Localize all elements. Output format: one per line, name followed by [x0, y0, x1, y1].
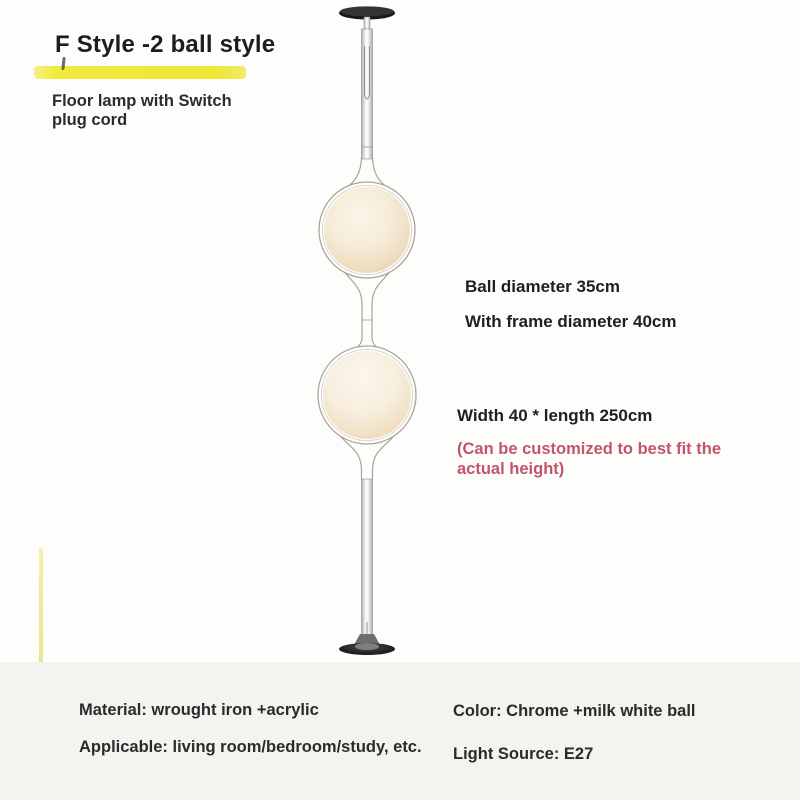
floor-base-disc: [339, 634, 395, 655]
spec-custom-note: (Can be customized to best fit the actual height): [457, 440, 722, 479]
spec-dimensions: Width 40 * length 250cm: [457, 406, 653, 425]
middle-connector: [340, 272, 395, 357]
page-title: F Style -2 ball style: [55, 31, 276, 58]
lower-ball-lamp: [318, 346, 416, 444]
upper-pole: [362, 29, 373, 159]
detail-applicable: Applicable: living room/bedroom/study, etc.: [79, 738, 422, 756]
lower-pole: [362, 479, 373, 645]
lamp-illustration: [297, 0, 443, 662]
upper-ball-lamp: [319, 182, 415, 278]
product-subtitle: Floor lamp with Switch plug cord: [52, 92, 232, 129]
spec-frame-diameter: With frame diameter 40cm: [465, 312, 677, 331]
bottom-info-panel: [0, 662, 800, 800]
detail-material: Material: wrought iron +acrylic: [79, 701, 319, 719]
title-highlight-bar: [34, 66, 246, 79]
spec-ball-diameter: Ball diameter 35cm: [465, 277, 620, 296]
ceiling-mount-disc: [339, 6, 395, 30]
detail-color: Color: Chrome +milk white ball: [453, 702, 696, 720]
detail-light-source: Light Source: E27: [453, 745, 594, 763]
